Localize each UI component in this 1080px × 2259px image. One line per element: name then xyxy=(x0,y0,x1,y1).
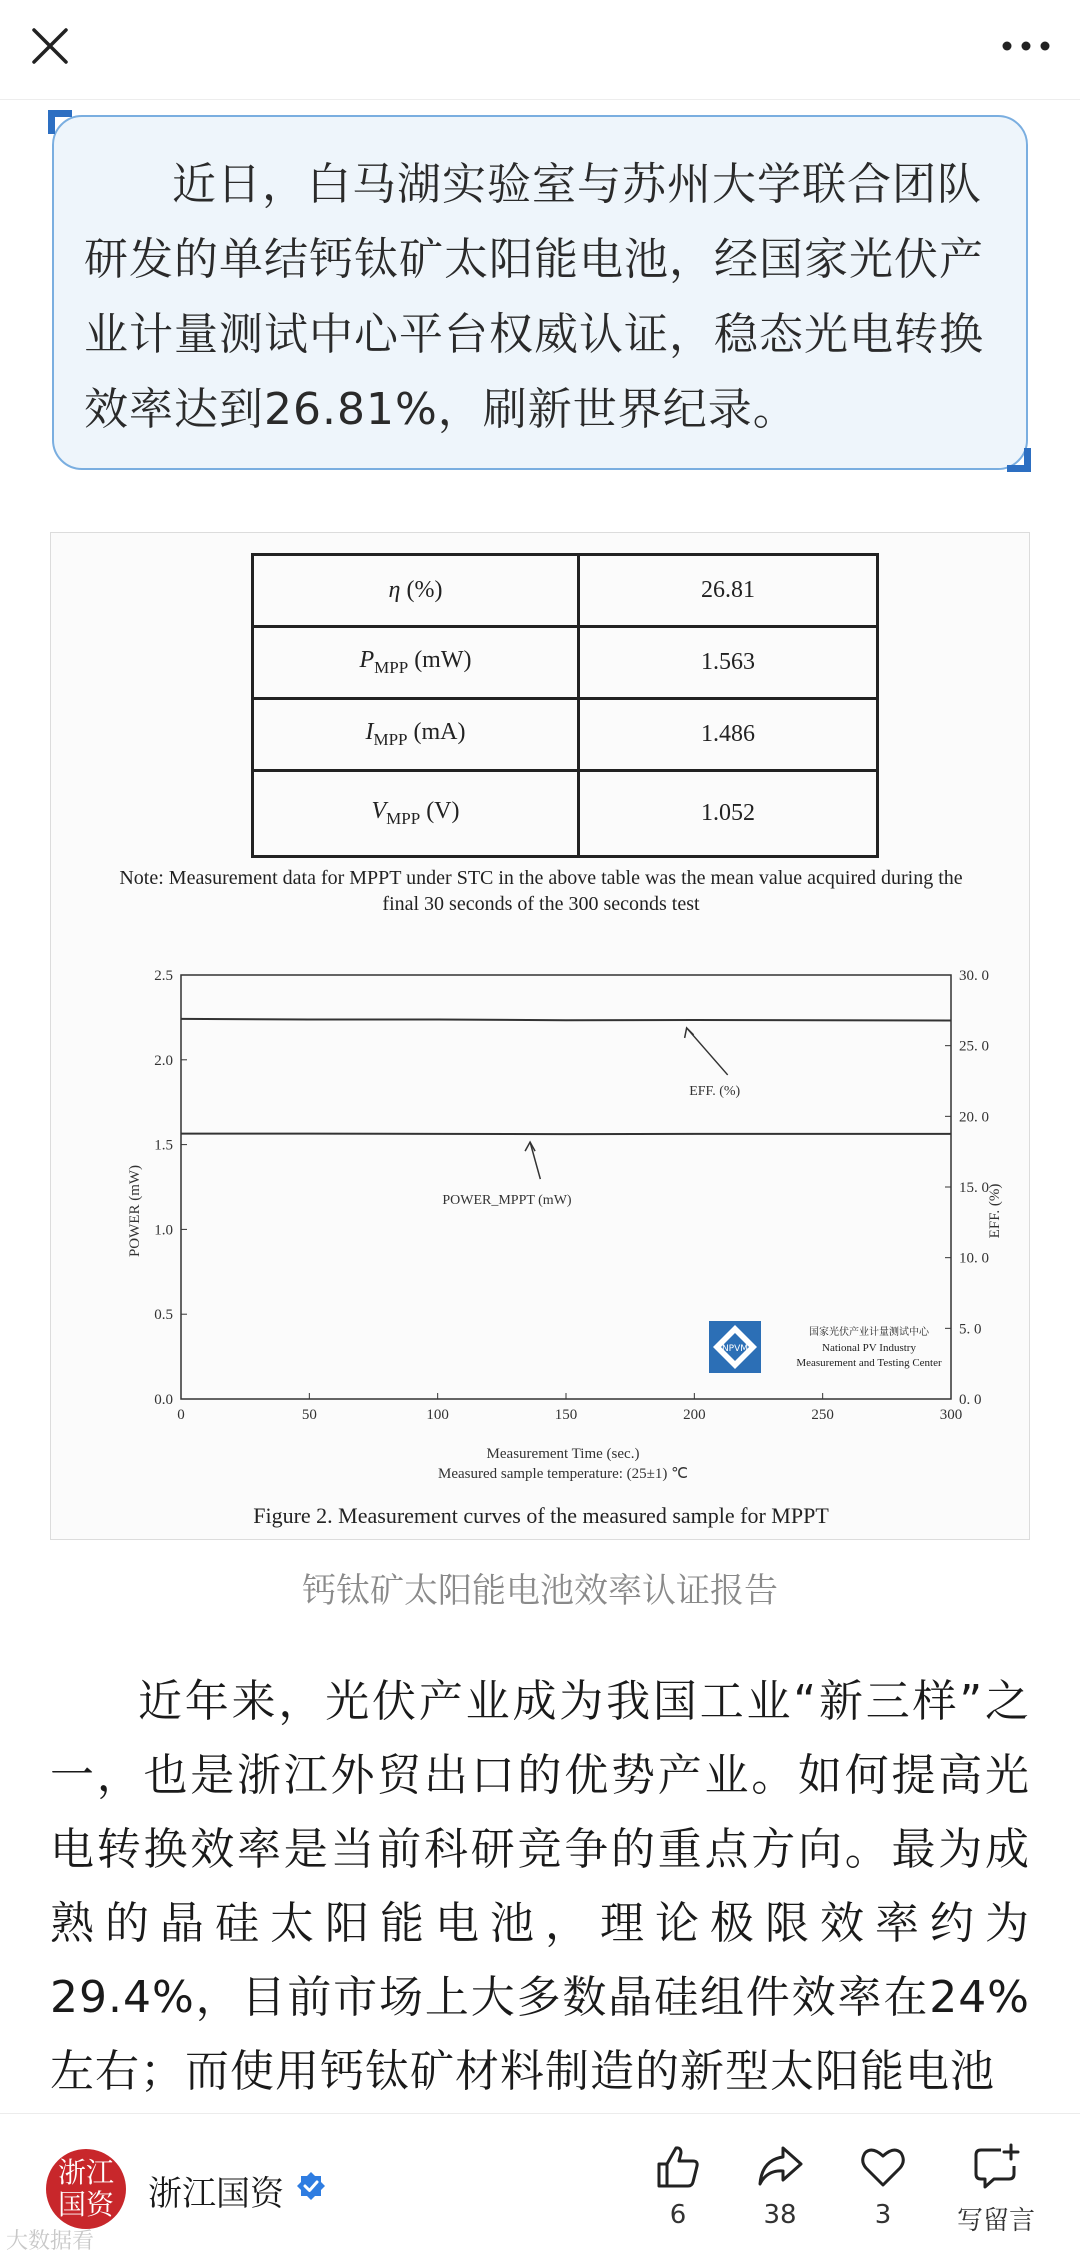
measurement-note xyxy=(61,865,1021,917)
series-line-1 xyxy=(181,1134,951,1135)
top-bar xyxy=(0,0,1080,100)
x-tick-label: 250 xyxy=(811,1407,834,1423)
share-button[interactable] xyxy=(730,2142,830,2230)
table-row xyxy=(253,555,878,627)
annotation-label: POWER_MPPT (mW) xyxy=(442,1193,572,1209)
table-cell-label: $P_{MPP}$ (mW) xyxy=(253,627,579,699)
x-tick-label: 100 xyxy=(426,1407,449,1423)
svg-text:National PV Industry: National PV Industry xyxy=(822,1342,916,1354)
quote-corner-decoration xyxy=(48,110,72,134)
x-axis-label: Measurement Time (sec.) xyxy=(486,1446,640,1462)
y-tick-label: 1.0 xyxy=(154,1222,173,1239)
svg-text:NPVM: NPVM xyxy=(721,1344,749,1354)
close-button[interactable] xyxy=(22,18,78,74)
table-row xyxy=(253,699,878,771)
y2-tick-label: 10. 0 xyxy=(959,1250,989,1267)
figure-caption: Figure 2. Measurement curves of the measured sample for MPPT xyxy=(253,1503,829,1528)
share-count: 38 xyxy=(763,2200,797,2230)
report-image[interactable] xyxy=(50,532,1030,1540)
table-cell-value: 1.052 xyxy=(579,771,878,857)
x-axis-sublabel: Measured sample temperature: (25±1) ℃ xyxy=(438,1466,688,1482)
account-avatar[interactable]: 浙江 国资 xyxy=(46,2149,126,2229)
comment-label: 写留言 xyxy=(956,2206,1035,2236)
article-body: 近年来，光伏产业成为我国工业“新三样”之一，也是浙江外贸出口的优势产业。如何提高光电转换效率是当前科研竞争的重点方向。最为成熟的晶硅太阳能电池，理论极限效率约为29.4%，目前市场上大多数晶硅组件效率在24%左右；而使用钙钛矿材料制造的新型太阳能电池 xyxy=(50,1676,1030,2097)
quote-box xyxy=(52,115,1028,470)
watermark: 大数据看 xyxy=(6,2229,95,2254)
table-cell-label: $V_{MPP}$ (V) xyxy=(253,771,579,857)
table-cell-label: $I_{MPP}$ (mA) xyxy=(253,699,579,771)
verified-badge-icon xyxy=(296,2171,326,2201)
share-icon xyxy=(755,2142,805,2192)
y-tick-label: 2.0 xyxy=(154,1052,173,1069)
quote-text: 近日，白马湖实验室与苏州大学联合团队研发的单结钙钛矿太阳能电池，经国家光伏产业计量测试中心平台权威认证，稳态光电转换效率达到26.81%，刷新世界纪录。 xyxy=(84,159,984,435)
y2-tick-label: 0. 0 xyxy=(959,1392,982,1408)
like-button[interactable] xyxy=(628,2142,728,2230)
thumbs-up-icon xyxy=(653,2142,703,2192)
annotation-arrowhead xyxy=(685,1028,694,1038)
table-row xyxy=(253,771,878,857)
y-tick-label: 0.0 xyxy=(154,1392,173,1408)
series-line-0 xyxy=(181,1019,951,1021)
npvm-logo xyxy=(709,1321,942,1373)
x-tick-label: 300 xyxy=(939,1407,963,1423)
note-line: Note: Measurement data for MPPT under STC in the above table was the mean value acquired during the xyxy=(119,867,963,889)
x-tick-label: 150 xyxy=(554,1407,578,1423)
annotation-label: EFF. (%) xyxy=(689,1083,741,1099)
table-cell-label: η (%) xyxy=(253,555,579,627)
more-icon xyxy=(1001,40,1051,52)
more-options-button[interactable] xyxy=(994,18,1058,74)
y-tick-label: 1.5 xyxy=(154,1137,173,1154)
y2-tick-label: 15. 0 xyxy=(959,1180,989,1196)
table-cell-value: 26.81 xyxy=(579,555,878,627)
y2-tick-label: 25. 0 xyxy=(959,1038,989,1055)
like-count: 6 xyxy=(669,2200,687,2230)
comment-button[interactable] xyxy=(936,2142,1056,2237)
table-cell-value: 1.486 xyxy=(579,699,878,771)
y-tick-label: 0.5 xyxy=(154,1307,173,1324)
measurement-table xyxy=(251,553,879,858)
y2-axis-label: EFF. (%) xyxy=(987,1183,1003,1239)
favorite-count: 3 xyxy=(874,2200,892,2230)
y-tick-label: 2.5 xyxy=(154,968,173,984)
comment-add-icon xyxy=(971,2142,1021,2192)
table-row xyxy=(253,627,878,699)
svg-text:Measurement and Testing Center: Measurement and Testing Center xyxy=(796,1357,942,1369)
svg-text:国家光伏产业计量测试中心: 国家光伏产业计量测试中心 xyxy=(809,1327,929,1338)
table-cell-value: 1.563 xyxy=(579,627,878,699)
x-tick-label: 0 xyxy=(177,1407,185,1423)
y2-tick-label: 20. 0 xyxy=(959,1109,989,1126)
favorite-button[interactable] xyxy=(833,2142,933,2230)
image-caption: 钙钛矿太阳能电池效率认证报告 xyxy=(302,1571,778,1611)
annotation-arrow xyxy=(530,1142,540,1179)
y2-tick-label: 30. 0 xyxy=(959,968,989,984)
y-axis-label: POWER (mW) xyxy=(127,1164,143,1258)
x-tick-label: 50 xyxy=(301,1407,317,1423)
account-name[interactable]: 浙江国资 xyxy=(148,2174,284,2214)
quote-corner-decoration xyxy=(1007,448,1031,472)
bottom-bar xyxy=(0,2113,1080,2259)
close-icon xyxy=(30,26,70,66)
annotation-arrowhead xyxy=(525,1142,535,1151)
y2-tick-label: 5. 0 xyxy=(959,1321,982,1338)
heart-icon xyxy=(858,2142,908,2192)
mppt-chart xyxy=(51,953,1031,1493)
note-line: final 30 seconds of the 300 seconds test xyxy=(382,893,700,915)
x-tick-label: 200 xyxy=(683,1407,706,1423)
